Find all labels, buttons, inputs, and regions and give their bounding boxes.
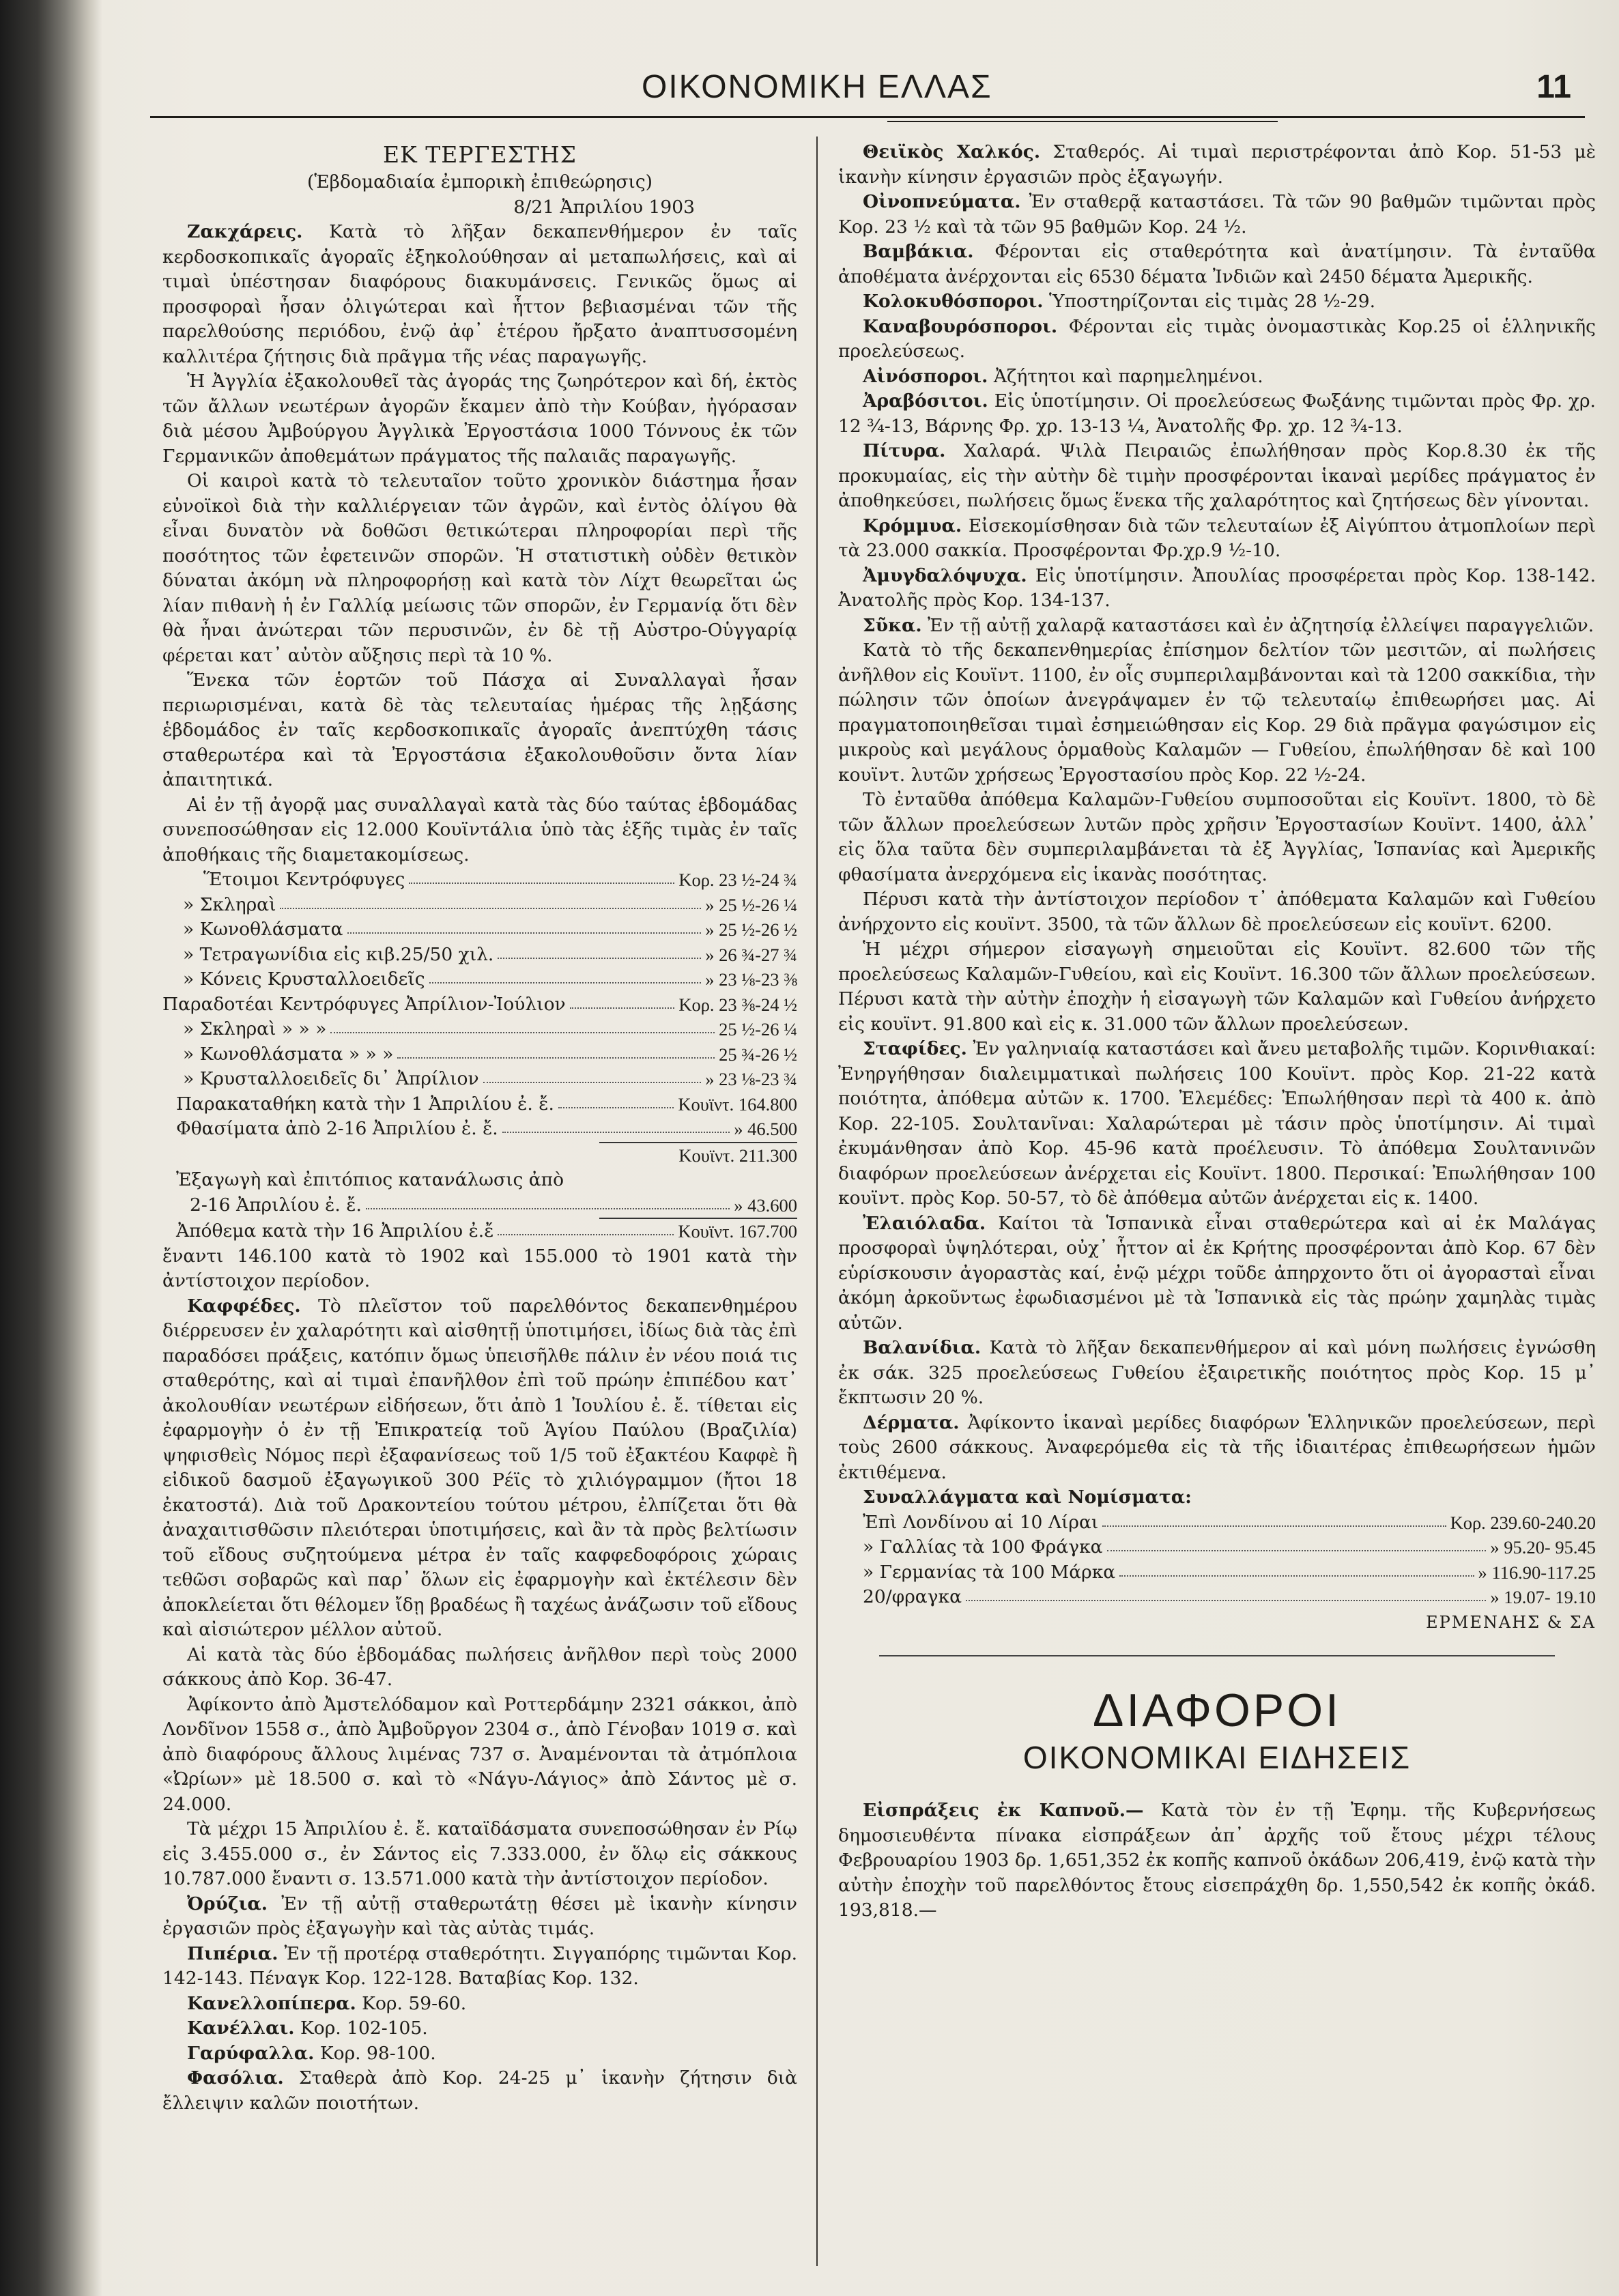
section-subtitle: ΟΙΚΟΝΟΜΙΚΑΙ ΕΙΔΗΣΕΙΣ bbox=[1022, 1740, 1412, 1775]
paragraph-bran: Πίτυρα. Χαλαρά. Ψιλὰ Πειραιῶς ἐπωλήθησαν πρὸς Κορ.8.30 ἐκ τῆς προκυμαίας, εἰς τὴν αὐτὴν δὲ τιμὴν προσφέρονται ἱκαναὶ μερίδες πράγματος ἐν ἀποθηκεύσει, πωλήσεις ὅμως ἕνεκα τῆς χαλαρότητος καὶ ζητήσεως δὲν γίνονται. bbox=[838, 440, 1596, 511]
paragraph-goatskins: Αἰνόσποροι. Ἀζήτητοι καὶ παρημελημένοι. bbox=[863, 365, 1263, 387]
price-row: » Κωνοθλάσματα » » » 25 ¾-26 ½ bbox=[183, 1043, 797, 1065]
paragraph-figs-3: Τὸ ἐνταῦθα ἀπόθεμα Καλαμῶν-Γυθείου συμποσοῦται εἰς Κουϊντ. 1800, τὸ δὲ τῶν ἄλλων προελεύσεων λυτῶν πρὸς χρῆσιν Ἐργοστασίων Κουϊντ. 1400, ἀλλ᾽ εἰς ὅλα ταῦτα δὲν συμπεριλαμβάνεται τὰ ἐξ Ἀγγλίας, Ἱσπανίας καὶ Ἀμερικῆς φθασίματα ἀνερχόμενα εἰς ἱκανὰς ποσότητας. bbox=[838, 789, 1596, 885]
paragraph-hides: Δέρματα. Ἀφίκοντο ἱκαναὶ μερίδες διαφόρων Ἑλληνικῶν προελεύσεων, περὶ τοὺς 2600 σάκκους. Ἀναφερόμεθα εἰς τὰ τῆς ἰδιαιτέρας ἐπιθεωρήσεων ἡμῶν ἐκτιθέμενα. bbox=[838, 1411, 1596, 1483]
page-number: 11 bbox=[1536, 69, 1571, 105]
column-divider bbox=[816, 137, 818, 2266]
header-rule-thin bbox=[887, 121, 1278, 122]
paragraph-cloves: Γαρύφαλλα. Κορ. 98-100. bbox=[187, 2042, 436, 2064]
price-row: » Σκληραὶ » 25 ½-26 ¼ bbox=[183, 893, 797, 915]
paragraph-arrivals: Ἀφίκοντο ἀπὸ Ἀμστελόδαμον καὶ Ροττερδάμην 2321 σάκκοι, ἀπὸ Λονδῖνον 1558 σ., ἀπὸ Ἀμβοῦργον 2304 σ., ἀπὸ Γένοβαν 1019 σ. καὶ ἀπὸ διαφόρους ἄλλους λιμένας 737 σ. Ἀναμένονται τὰ ἀτμόπλοια «Ὠρίων» μὲ 18.500 σ. καὶ τὸ «Νάγυ-Λάγιος» ἀπὸ Σάντος μὲ σ. 24.000. bbox=[162, 1693, 797, 1815]
stock-row: Παρακαταθήκη κατὰ τὴν 1 Ἀπριλίου ἐ. ἔ. Κουϊντ. 164.800 bbox=[176, 1093, 797, 1115]
stock-row: Ἐξαγωγὴ καὶ ἐπιτόπιος κατανάλωσις ἀπὸ bbox=[176, 1169, 564, 1190]
paragraph-compare: ἔναντι 146.100 κατὰ τὸ 1902 καὶ 155.000 τὸ 1901 κατὰ τὴν ἀντίστοιχον περίοδον. bbox=[162, 1245, 797, 1291]
price-row: Ἕτοιμοι Κεντρόφυγες Κορ. 23 ½-24 ¾ bbox=[203, 869, 797, 890]
paragraph-exchange: Συναλλάγματα καὶ Νομίσματα: bbox=[863, 1487, 1192, 1508]
article-date: 8/21 Ἀπριλίου 1903 bbox=[513, 196, 695, 218]
exchange-row: » Γερμανίας τὰ 100 Μάρκα » 116.90-117.25 bbox=[863, 1561, 1596, 1583]
book-binding-shadow bbox=[0, 0, 102, 2296]
price-table bbox=[162, 867, 797, 1092]
price-row: » Κωνοθλάσματα » 25 ½-26 ½ bbox=[183, 919, 797, 940]
paragraph-colocynth: Κολοκυθόσποροι. Ὑποστηρίζονται εἰς τιμὰς 28 ½-29. bbox=[863, 291, 1376, 312]
paragraph-rice: Ὀρύζια. Ἐν τῇ αὐτῇ σταθερωτάτῃ θέσει μὲ ἱκανὴν κίνησιν ἐργασιῶν πρὸς ἐξαγωγὴν καὶ τὰς αὐτὰς τιμάς. bbox=[162, 1893, 797, 1939]
price-row: Παραδοτέαι Κεντρόφυγες Ἀπρίλιον-Ἰούλιον Κορ. 23 ⅜-24 ½ bbox=[162, 993, 797, 1015]
article-heading: ΕΚ ΤΕΡΓΕΣΤΗΣ bbox=[383, 141, 577, 168]
stock-row: Κουϊντ. 211.300 bbox=[678, 1145, 797, 1166]
paragraph-cassia: Καναβουρόσποροι. Φέρονται εἰς τιμὰς ὀνομαστικὰς Κορ.25 οἱ ἑλληνικῆς προελεύσεως. bbox=[838, 315, 1596, 362]
price-row: » Σκληραὶ » » » 25 ½-26 ¼ bbox=[183, 1018, 797, 1039]
paragraph-england: Ἡ Ἀγγλία ἐξακολουθεῖ τὰς ἀγοράς της ζωηρότερον καὶ δή, ἐκτὸς τῶν ἄλλων νεωτέρων ἀγορῶν ἔκαμεν ἀπὸ τὴν Κούβαν, ἠγόρασαν διὰ μέσου Ἀμβούργου Ἀγγλικὰ Ἐργοστάσια 1000 Τόννους ἐκ τῶν Γερμανικῶν ἀποθεμάτων πράγματος τῆς παλαιᾶς παραγωγῆς. bbox=[162, 371, 797, 467]
stock-row: 2-16 Ἀπριλίου ἐ. ἔ. » 43.600 bbox=[190, 1194, 797, 1216]
right-column bbox=[838, 140, 1596, 2276]
paragraph-spirits: Οἰνοπνεύματα. Ἐν σταθερᾷ καταστάσει. Τὰ τῶν 90 βαθμῶν τιμῶνται πρὸς Κορ. 23 ½ καὶ τὰ τῶν 95 βαθμῶν Κορ. 24 ½. bbox=[838, 191, 1596, 238]
section-title: ΔΙΑΦΟΡΟΙ bbox=[1093, 1684, 1341, 1736]
price-row: » Τετραγωνίδια εἰς κιβ.25/50 χιλ. » 26 ¾-27 ¾ bbox=[183, 943, 797, 965]
price-row: » Κρυσταλλοειδεῖς δι᾽ Ἀπρίλιον » 23 ⅛-23 ¾ bbox=[183, 1068, 797, 1089]
exchange-row: » Γαλλίας τὰ 100 Φράγκα » 95.20- 95.45 bbox=[863, 1536, 1596, 1558]
running-title: ΟΙΚΟΝΟΜΙΚΗ ΕΛΛΑΣ bbox=[642, 69, 992, 105]
paragraph-tobacco: Εἰσπράξεις ἐκ Καπνοῦ.— Κατὰ τὸν ἐν τῇ Ἐφημ. τῆς Κυβερνήσεως δημοσιευθέντα πίνακα εἰσπράξεων ἀπ᾽ ἀρχῆς τοῦ ἔτους μέχρι τέλους Φεβρουαρίου 1903 δρ. 1,651,352 ἐκ κοπῆς καπνοῦ ὀκάδων 206,419, ἐνῷ κατὰ τὴν αὐτὴν ἐποχὴν τοῦ παρελθόντος ἔτους εἰσεπράχθη δρ. 1,550,542 ἐκ κοπῆς ὀκάδ. 193,818.— bbox=[838, 1800, 1596, 1921]
paragraph-almonds: Ἀμυγδαλόψυχα. Εἰς ὑποτίμησιν. Ἀπουλίας προσφέρεται πρὸς Κορ. 138-142. Ἀνατολῆς πρὸς Κορ. 134-137. bbox=[838, 564, 1596, 611]
paragraph-olive-oil: Ἐλαιόλαδα. Καίτοι τὰ Ἱσπανικὰ εἶναι σταθερώτερα καὶ αἱ ἐκ Μαλάγας προσφοραὶ ὑψηλότεραι, οὐχ᾽ ἧττον αἱ ἐκ Κρήτης προσφέρονται ἀπὸ Κορ. 67 δὲν εὑρίσκουσιν ἀγοραστὰς καί, ἐνῷ μέχρι τοῦδε ἀπηρχοντο ὅτι οἱ ἀγορασταὶ εἶναι ἀκόμη ἀρκοῦντως ἐφωδιασμένοι μὲ τὰ Ἱσπανικὰ εἰς τὰς πρώην χαμηλὰς τιμὰς αὐτῶν. bbox=[838, 1212, 1596, 1334]
paragraph-zante: Ζακχάρεις. Κατὰ τὸ λῆξαν δεκαπενθήμερον ἐν ταῖς κερδοσκοπικαῖς ἀγοραῖς ἐξηκολούθησαν αἱ μεταπωλήσεις, καὶ αἱ τιμαὶ ὑπέστησαν διαφόρους διακυμάνσεις. Γενικῶς ὅμως αἱ προσφοραὶ ἦσαν ὀλιγώτεραι καὶ ἧττον βεβιασμέναι τῶν τῆς παρελθούσης περιόδου, ἐνῷ ἀφ᾽ ἑτέρου ἤρξατο ἀναπτυσσομένη καλλιτέρα ζήτησις διὰ πρᾶγμα τῆς νέας παραγωγῆς. bbox=[162, 221, 797, 367]
paragraph-cotton: Βαμβάκια. Φέρονται εἰς σταθερότητα καὶ ἀνατίμησιν. Τὰ ἐνταῦθα ἀποθέματα ἀνέρχονται εἰς 6530 δέματα Ἰνδιῶν καὶ 2450 δέματα Ἀμερικῆς. bbox=[838, 241, 1596, 287]
paragraph-figs-2: Κατὰ τὸ τῆς δεκαπενθημερίας ἐπίσημον δελτίον τῶν μεσιτῶν, αἱ πωλήσεις ἀνῆλθον εἰς Κουϊντ. 1100, ἐν οἷς συμπεριλαμβάνονται καὶ τὰ 1200 σακκίδια, τὴν πώλησιν τῶν ὁποίων ἀνεγράψαμεν ἐν τῷ τελευταίῳ ἐπιθεωρήσει μας. Αἱ πραγματοποιηθεῖσαι τιμαὶ ἐσημειώθησαν εἰς Κορ. 29 διὰ πρᾶγμα φαγώσιμον εἰς μικροὺς καὶ μεγάλους ὁρμαθοὺς Καλαμῶν — Γυθείου, ἐπωλήθησαν δὲ καὶ 100 κουϊντ. λυτῶν χρήσεως Ἐργοστασίου πρὸς Κορ. 22 ½-24. bbox=[838, 640, 1596, 786]
paragraph-beans: Φασόλια. Σταθερὰ ἀπὸ Κορ. 24-25 μ᾽ ἱκανὴν ζήτησιν διὰ ἔλλειψιν καλῶν ποιοτήτων. bbox=[162, 2067, 797, 2114]
stock-row: Ἀπόθεμα κατὰ τὴν 16 Ἀπριλίου ἐ.ἔ Κουϊντ. 167.700 bbox=[176, 1220, 797, 1242]
exchange-row: 20/φραγκα » 19.07- 19.10 bbox=[863, 1586, 1596, 1607]
paragraph-cinnamon-flower: Κανελλοπίπερα. Κορ. 59-60. bbox=[187, 1992, 467, 2014]
paragraph-raisins: Σταφίδες. Ἐν γαληνιαίᾳ καταστάσει καὶ ἄνευ μεταβολῆς τιμῶν. Κορινθιακαί: Ἐνηργήθησαν διαλειμματικαὶ πωλήσεις 100 Κουϊντ. πρὸς Κορ. 21-22 κατὰ ποιότητα, ἀπόθεμα αὐτῶν κ. 1700. Ἐλεμέδες: Ἐπωλήθησαν περὶ τὰ 400 κ. ἀπὸ Κορ. 22-105. Σουλτανῖναι: Χαλαρώτεραι μὲ τάσιν πρὸς ὑποτίμησιν. Αἱ τιμαὶ ἐκυμάνθησαν ἀπὸ Κορ. 45-96 κατὰ προέλευσιν. Τὸ ἀπόθεμα Σουλτανινῶν διαφόρων προελεύσεων ἀνέρχεται εἰς Κουϊντ. 1800. Περσικαί: Ἐπωλήθησαν 100 κουϊντ. πρὸς Κορ. 50-57, τὸ δὲ ἀπόθεμα αὐτῶν ἀνέρχεται εἰς κ. 1400. bbox=[838, 1038, 1596, 1209]
section-separator bbox=[879, 1655, 1555, 1656]
paragraph-pepper: Πιπέρια. Ἐν τῇ προτέρᾳ σταθερότητι. Σιγγαπόρης τιμῶνται Κορ. 142-143. Πέναγκ Κορ. 122-128. Βαταβίας Κορ. 132. bbox=[162, 1942, 797, 1989]
paragraph-coffee: Καφφέδες. Τὸ πλεῖστον τοῦ παρελθόντος δεκαπενθημέρου διέρρευσεν ἐν χαλαρότητι καὶ αἰσθητῇ ὑποτιμήσει, ἰδίως διὰ τὰς ἐπὶ παραδόσει πράξεις, κατόπιν ὅμως ὑπεισῆλθε πάλιν ἐν νέου ποιά τις σταθερότης, καὶ αἱ τιμαὶ ἐπανῆλθον ἐπὶ τοῦ πρώην ἐπιπέδου κατ᾽ ἀκολουθίαν νεωτέρων εἰδήσεων, ὅτι ἀπὸ 1 Ἰουλίου ἐ. ἔ. τίθεται εἰς ἐφαρμογὴν ὁ ἐν τῇ Ἐπικρατείᾳ τοῦ Ἁγίου Παύλου (Βραζιλία) ψηφισθεὶς Νόμος περὶ ἐξαφανίσεως τοῦ 1/5 τοῦ ἐξακτέου Καφφὲ ἢ εἰδικοῦ δασμοῦ ἐξαγωγικοῦ 300 Ρέϊς τὸ χιλιόγραμμον (ἤτοι 18 ἐκατοστά). Διὰ τοῦ Δρακοντείου τούτου μέτρου, ἐλπίζεται ὅτι θὰ ἀναχαιτισθῶσιν πλειότεραι ὑποτιμήσεις, καὶ ἂν τὰ πρὸς βελτίωσιν τοῦ εἴδους συζητούμενα μέτρα ἐν ταῖς καφφεδοφόροις χώραις τεθῶσι σοβαρῶς καὶ παρ᾽ ὅλων εἰς ἐφαρμογὴν καὶ ἐκτέλεσιν δὲν ἀποκλείεται ὅτι θέλομεν ἴδῃ βραδέως ἢ ταχέως ἀνάζωσιν τοῦ εἴδους καὶ αἰσιώτερον μέλλον αὐτοῦ. bbox=[162, 1295, 797, 1640]
paragraph-copper-sulfate: Θειϊκὸς Χαλκός. Σταθερός. Αἱ τιμαὶ περιστρέφονται ἀπὸ Κορ. 51-53 μὲ ἱκανὴν κίνησιν ἐργασιῶν πρὸς ἐξαγωγήν. bbox=[838, 141, 1596, 188]
paragraph-figs: Σῦκα. Ἐν τῇ αὐτῇ χαλαρᾷ καταστάσει καὶ ἐν ἀζητησίᾳ ἐλλείψει παραγγελιῶν. bbox=[863, 614, 1594, 636]
left-column bbox=[162, 140, 797, 2276]
paragraph-easter: Ἕνεκα τῶν ἑορτῶν τοῦ Πάσχα αἱ Συναλλαγαὶ ἦσαν περιωρισμέναι, κατὰ δὲ τὰς τελευταίας ἡμέρας τῆς λῃξάσης ἑβδομάδος ἐν ταῖς κερδοσκοπικαῖς ἀγοραῖς ἀνεπτύχθη τάσις σταθερωτέρα καὶ τὰ Ἐργοστάσια ἐξακολουθοῦσιν ὄντα λίαν ἀπαιτητικά. bbox=[162, 670, 797, 790]
paragraph-sales: Αἱ ἐν τῇ ἀγορᾷ μας συναλλαγαὶ κατὰ τὰς δύο ταύτας ἑβδομάδας συνεποσώθησαν εἰς 12.000 Κουϊντάλια ὑπὸ τὰς ἑξῆς τιμὰς ἐν ταῖς ἀποθήκαις τῆς διαμετακομίσεως. bbox=[162, 794, 797, 865]
page-header bbox=[150, 56, 1578, 117]
paragraph-cinnamon: Κανέλλαι. Κορ. 102-105. bbox=[187, 2018, 428, 2039]
paragraph-figs-5: Ἡ μέχρι σήμερον εἰσαγωγὴ σημειοῦται εἰς Κουϊντ. 82.600 τῶν τῆς προελεύσεως Καλαμῶν-Γυθείου, καὶ εἰς Κουϊντ. 16.300 τῶν ἄλλων προελεύσεων. Πέρυσι κατὰ τὴν αὐτὴν ἐποχὴν ἡ εἰσαγωγὴ τῶν Καλαμῶν καὶ Γυθείου ἀνήρχετο εἰς κουϊντ. 91.800 καὶ εἰς κ. 31.000 τῶν ἄλλων προελεύσεων. bbox=[838, 938, 1596, 1035]
paragraph-weather: Οἱ καιροὶ κατὰ τὸ τελευταῖον τοῦτο χρονικὸν διάστημα ἦσαν εὐνοϊκοὶ διὰ τὴν καλλιέργειαν τῶν ἀγρῶν, καὶ ἐντὸς ὀλίγου θὰ εἶναι δυνατὸν νὰ δοθῶσι θετικώτεραι πληροφορίαι περὶ τῆς ποσότητος τῶν ἐφετεινῶν σπορῶν. Ἡ στατιστικὴ οὐδὲν θετικὸν δύναται ἀκόμη νὰ πληροφορήσῃ καὶ κατὰ τὸν Λίχτ θεωρεῖται ὡς λίαν πιθανὴ ἡ ἐν Γαλλίᾳ μείωσις τῶν σπορῶν, ἐν Γερμανίᾳ ὅτι δὲν θὰ ἦναι ἀνώτεραι τῶν περυσινῶν, ἐν δὲ τῇ Αὐστρο-Οὑγγαρίᾳ φέρεται κατ᾽ αὐτὸν αὔξησις περὶ τὰ 10 %. bbox=[162, 470, 797, 666]
signature: ΕΡΜΕΝΑΗΣ & ΣΑ bbox=[1426, 1612, 1596, 1632]
stock-row: Φθασίματα ἀπὸ 2-16 Ἀπριλίου ἐ. ἔ. » 46.500 bbox=[176, 1118, 797, 1139]
stock-table bbox=[162, 1092, 797, 1244]
paragraph-coffee-sales: Αἱ κατὰ τὰς δύο ἑβδομάδας πωλήσεις ἀνῆλθον περὶ τοὺς 2000 σάκκους ἀπὸ Κορ. 36-47. bbox=[162, 1644, 797, 1690]
paragraph-stocks: Τὰ μέχρι 15 Ἀπριλίου ἐ. ἔ. καταϊδάσματα συνεποσώθησαν ἐν Ρίῳ εἰς 3.455.000 σ., ἐν Σάντος εἰς 7.333.000, ἐν ὅλῳ εἰς σάκκους 10.787.000 ἔναντι σ. 13.571.000 κατὰ τὴν ἀντίστοιχον περίοδον. bbox=[162, 1818, 797, 1889]
paragraph-valonia: Βαλανίδια. Κατὰ τὸ λῆξαν δεκαπενθήμερον αἱ καὶ μόνη πωλήσεις ἐγνώσθη ἐκ σάκ. 325 προελεύσεως Γυθείου ἐξαιρετικῆς ποιότητος πρὸς Κορ. 15 μ᾽ ἔκπτωσιν 20 %. bbox=[838, 1337, 1596, 1408]
header-rule bbox=[150, 116, 1585, 118]
exchange-row: Ἐπὶ Λονδίνου αἱ 10 Λίραι Κορ. 239.60-240.20 bbox=[863, 1511, 1596, 1533]
paragraph-lambskins: Ἀραβόσιτοι. Εἰς ὑποτίμησιν. Οἱ προελεύσεως Φωξάνης τιμῶνται πρὸς Φρ. χρ. 12 ¾-13, Βάρνης Φρ. χρ. 13-13 ¼, Ἀνατολῆς Φρ. χρ. 12 ¾-13. bbox=[838, 390, 1596, 437]
paragraph-figs-4: Πέρυσι κατὰ τὴν ἀντίστοιχον περίοδον τ᾽ ἀπόθεματα Καλαμῶν καὶ Γυθείου ἀνήρχοντο εἰς κουϊντ. 3500, τὰ τῶν ἄλλων δὲ προελεύσεων εἰς κουϊντ. 6200. bbox=[838, 889, 1596, 935]
paragraph-onions: Κρόμμυα. Εἰσεκομίσθησαν διὰ τῶν τελευταίων ἐξ Αἰγύπτου ἀτμοπλοίων περὶ τὰ 23.000 σακκία. Προσφέρονται Φρ.χρ.9 ½-10. bbox=[838, 515, 1596, 561]
exchange-table bbox=[838, 1510, 1596, 1610]
price-row: » Κόνεις Κρυσταλλοειδεῖς » 23 ⅛-23 ⅜ bbox=[183, 968, 797, 990]
article-subheading: (Ἑβδομαδιαία ἐμπορικὴ ἐπιθεώρησις) bbox=[306, 171, 653, 192]
